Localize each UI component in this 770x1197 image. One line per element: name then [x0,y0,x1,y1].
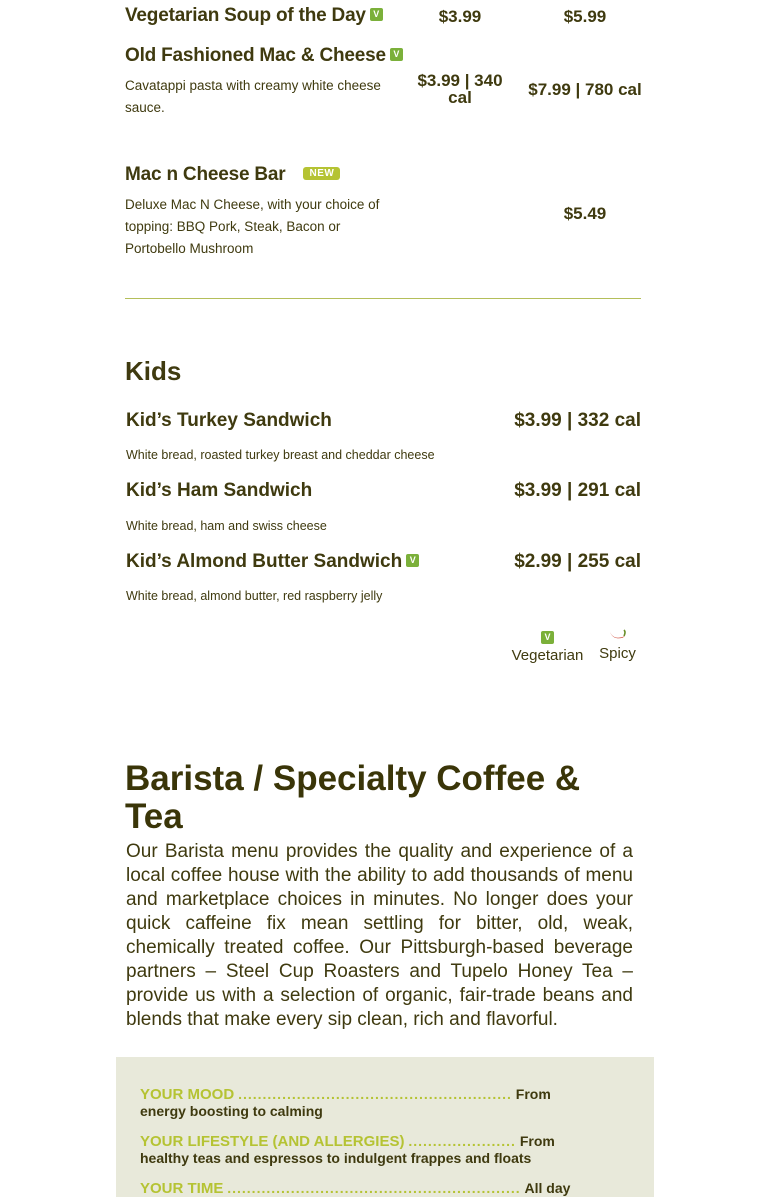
price-large: $5.49 [563,204,607,223]
item-name: Vegetarian Soup of the Day [125,5,366,26]
legend-label: Spicy [599,645,636,662]
item-name: Old Fashioned Mac & Cheese [125,45,386,66]
vegetarian-icon: V [406,554,419,567]
menu-item-soup [125,5,415,27]
price-large: $5.99 [563,7,607,26]
section-title-kids: Kids [125,356,182,386]
section-title-barista: Barista / Specialty Coffee & Tea [125,759,581,836]
kid-item-price: $3.99 | 332 cal [514,410,641,431]
feature-dots: ............................................................ [227,1180,521,1196]
features-panel [116,1057,654,1197]
feature-key: YOUR TIME [140,1180,224,1197]
legend-vegetarian [505,628,590,664]
kid-item-description: White bread, roasted turkey breast and cheddar cheese [126,448,435,462]
item-description: Deluxe Mac N Cheese, with your choice of topping: BBQ Pork, Steak, Bacon or Portobello Mushroom [125,197,380,256]
feature-mood [140,1086,590,1119]
feature-dots: ...................... [408,1133,516,1149]
price-small: $3.99 [438,7,482,26]
new-badge: NEW [303,167,340,180]
feature-time [140,1180,590,1197]
kid-item-name: Kid’s Ham Sandwich [126,480,313,501]
legend-spicy [595,628,640,662]
feature-lifestyle [140,1133,590,1166]
menu-item-mac-cheese [125,45,415,67]
kid-item-description: White bread, ham and swiss cheese [126,519,327,533]
vegetarian-icon: V [541,631,554,644]
legend-label: Vegetarian [511,647,584,664]
menu-item-mac-bar [125,164,415,186]
feature-key: YOUR LIFESTYLE (AND ALLERGIES) [140,1133,405,1150]
item-name: Mac n Cheese Bar [125,164,286,185]
barista-description: Our Barista menu provides the quality and experience of a local coffee house with the ability to add thousands of menu and marketplace choices in minutes. No longer does your quick caffeine fix mean settling for bitter, old, weak, chemically treated coffee. Our Pittsburgh-based beverage partners – Steel Cup Roasters and Tupelo Honey Tea – provide us with a selection of organic, fair-trade beans and blends that make every sip clean, rich and flavorful. [126,841,633,1030]
kid-item-name: Kid’s Turkey Sandwich [126,410,332,431]
kid-item-price: $2.99 | 255 cal [514,551,641,572]
kid-item-price: $3.99 | 291 cal [514,480,641,501]
chili-pepper-icon [608,628,628,642]
feature-dots: ........................................................ [238,1086,512,1102]
feature-value: All day [524,1180,571,1196]
price-small: $3.99 | 340 cal [417,71,503,107]
kid-item-name: Kid’s Almond Butter Sandwich [126,551,403,572]
section-divider [125,298,641,299]
kid-item-description: White bread, almond butter, red raspberry jelly [126,589,383,603]
item-description: Cavatappi pasta with creamy white cheese sauce. [125,78,381,115]
vegetarian-icon: V [390,48,403,61]
kid-item-almond [126,551,419,573]
price-large: $7.99 | 780 cal [528,80,642,99]
vegetarian-icon: V [370,8,383,21]
feature-value: From healthy teas and espressos to indulgent frappes and floats [140,1133,555,1166]
feature-value: From energy boosting to calming [140,1086,551,1119]
feature-key: YOUR MOOD [140,1086,235,1103]
